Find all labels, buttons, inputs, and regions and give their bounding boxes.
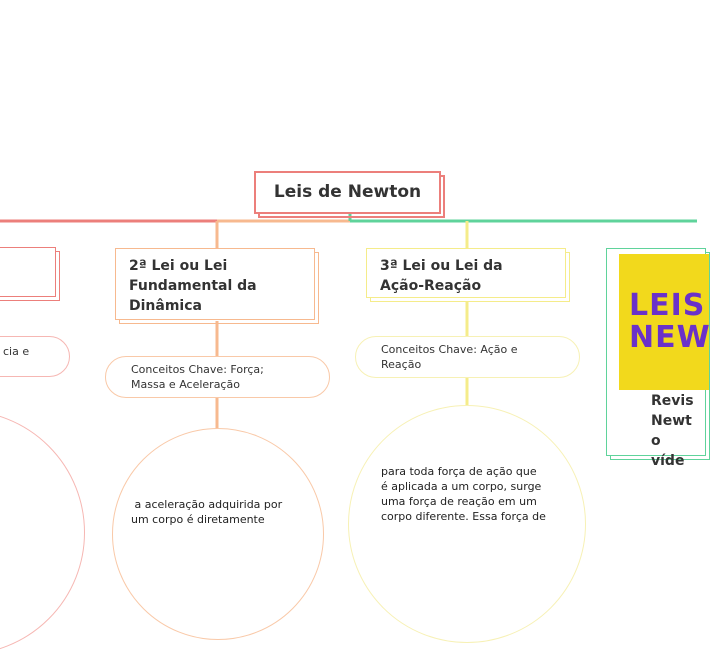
third-concept-line-1: Conceitos Chave: Ação e (381, 343, 518, 356)
second-concept-line-2: Massa e Aceleração (131, 378, 240, 391)
fourth-caption-line-1: Revis (651, 393, 694, 409)
second-title-line-3: Dinâmica (129, 298, 202, 314)
second-title-line-1: 2ª Lei ou Lei (129, 258, 228, 274)
first-concept-text: cia e (3, 345, 30, 358)
third-circle-line-4: corpo diferente. Essa força de (381, 510, 546, 523)
logo-line-1: LEIS (629, 288, 706, 323)
second-circle-line-2: um corpo é diretamente (131, 513, 265, 526)
second-concept-pill[interactable] (105, 356, 330, 398)
second-concept-line-1: Conceitos Chave: Força; (131, 363, 264, 376)
central-topic[interactable] (254, 171, 441, 214)
second-title-line-2: Fundamental da (129, 278, 257, 294)
third-concept-pill[interactable] (355, 336, 580, 378)
third-title-line-2: Ação-Reação (380, 278, 482, 294)
third-circle-line-3: uma força de reação em um (381, 495, 537, 508)
logo-line-2: NEW (629, 320, 711, 355)
first-concept-pill[interactable] (0, 336, 70, 377)
fourth-caption-line-2: Newt (651, 413, 692, 429)
page-title: Leis de Newton (273, 182, 422, 202)
second-description-circle[interactable] (112, 428, 324, 640)
first-law-topic[interactable] (0, 247, 56, 297)
third-description-circle[interactable] (348, 405, 586, 643)
second-law-topic[interactable] (115, 248, 315, 320)
third-circle-line-1: para toda força de ação que (381, 465, 537, 478)
newton-laws-image[interactable] (619, 254, 709, 390)
third-concept-line-2: Reação (381, 358, 422, 371)
third-title-line-1: 3ª Lei ou Lei da (380, 258, 503, 274)
third-circle-line-2: é aplicada a um corpo, surge (381, 480, 542, 493)
third-law-topic[interactable] (366, 248, 566, 298)
fourth-caption-line-3: o víde (651, 433, 685, 469)
second-circle-line-1: a aceleração adquirida por (131, 498, 283, 511)
